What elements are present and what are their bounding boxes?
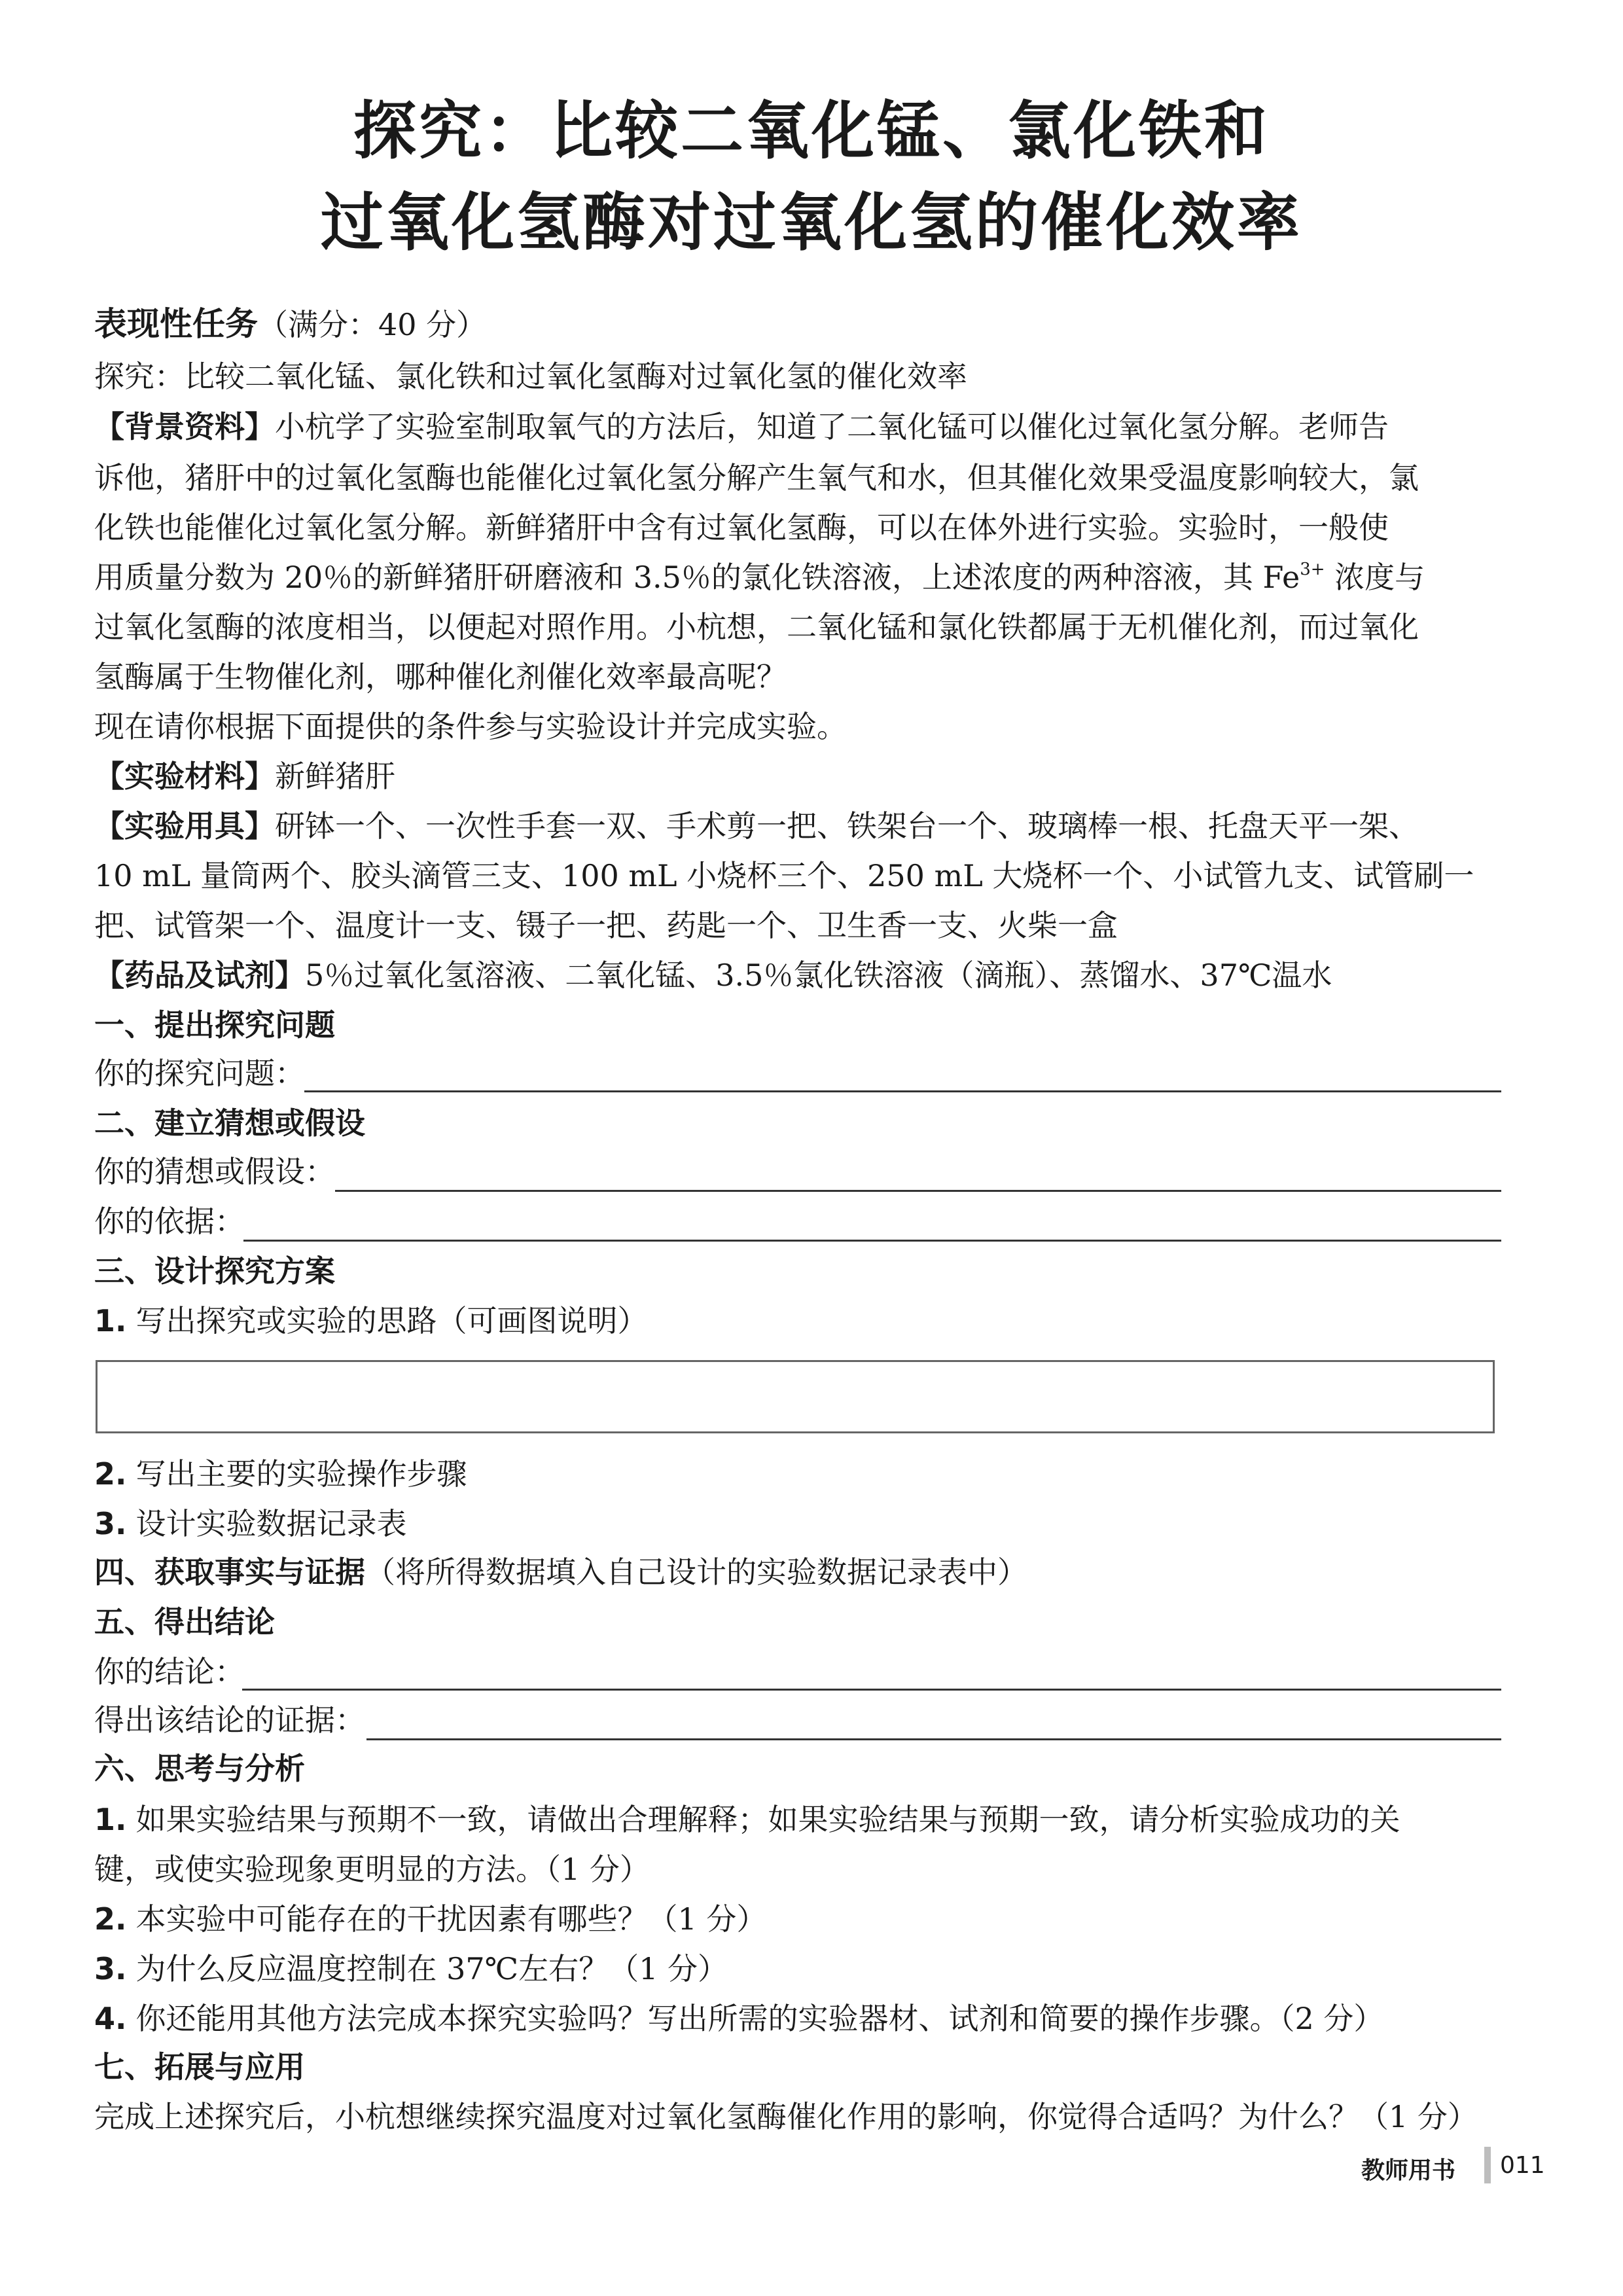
materials-label: 【实验材料】 — [94, 759, 275, 794]
design-item-1: 1. 写出探究或实验的思路（可画图说明） — [94, 1303, 648, 1338]
extension-question: 完成上述探究后，小杭想继续探究温度对过氧化氢酶催化作用的影响，你觉得合适吗？为什么？（1 分） — [94, 2099, 1478, 2134]
section-3-heading: 三、设计探究方案 — [94, 1253, 335, 1289]
conclusion-answer-line[interactable] — [242, 1689, 1501, 1691]
background-paragraph-line-2: 诉他，猪肝中的过氧化氢酶也能催化过氧化氢分解产生氧气和水，但其催化效果受温度影响较大，氯 — [94, 460, 1419, 495]
analysis-question-1-line-2: 键，或使实验现象更明显的方法。（1 分） — [94, 1852, 650, 1887]
evidence-prompt: 得出该结论的证据： — [94, 1702, 365, 1738]
analysis-question-1-line-1: 1. 如果实验结果与预期不一致，请做出合理解释；如果实验结果与预期一致，请分析实验成功的关 — [94, 1802, 1400, 1837]
task-heading — [94, 304, 1501, 344]
background-paragraph-line-3: 化铁也能催化过氧化氢分解。新鲜猪肝中含有过氧化氢酶，可以在体外进行实验。实验时，一般使 — [94, 510, 1389, 545]
analysis-question-3: 3. 为什么反应温度控制在 37℃左右？（1 分） — [94, 1951, 728, 1986]
task-score: （满分：40 分） — [258, 307, 487, 342]
task-topic: 探究：比较二氧化锰、氯化铁和过氧化氢酶对过氧化氢的催化效率 — [94, 359, 967, 394]
basis-prompt: 你的依据： — [94, 1204, 245, 1239]
background-paragraph-line-7: 现在请你根据下面提供的条件参与实验设计并完成实验。 — [94, 709, 847, 744]
section-5-heading: 五、得出结论 — [94, 1604, 275, 1640]
tools-label: 【实验用具】 — [94, 808, 275, 844]
page-footer — [1309, 2147, 1571, 2186]
analysis-question-4: 4. 你还能用其他方法完成本探究实验吗？写出所需的实验器材、试剂和简要的操作步骤。（2 分） — [94, 2001, 1384, 2036]
footer-divider — [1484, 2147, 1491, 2183]
design-answer-box[interactable] — [96, 1360, 1495, 1433]
section-7-heading: 七、拓展与应用 — [94, 2049, 305, 2085]
question-prompt: 你的探究问题： — [94, 1056, 305, 1091]
background-paragraph-line-4: 用质量分数为 20％的新鲜猪肝研磨液和 3.5％的氯化铁溶液，上述浓度的两种溶液，其 $Fe^{3+}$ 浓度与 — [94, 559, 1425, 595]
question-answer-line[interactable] — [304, 1090, 1501, 1092]
hypothesis-answer-line[interactable] — [335, 1190, 1501, 1192]
tools-line-2: 10 mL 量筒两个、胶头滴管三支、100 mL 小烧杯三个、250 mL 大烧杯一个、小试管九支、试管刷一 — [94, 858, 1474, 893]
footer-label: 教师用书 — [1361, 2157, 1456, 2184]
page-title-line-1: 探究：比较二氧化锰、氯化铁和 — [353, 94, 1270, 168]
hypothesis-prompt: 你的猜想或假设： — [94, 1154, 335, 1189]
section-2-heading: 二、建立猜想或假设 — [94, 1105, 365, 1141]
reagents-label: 【药品及试剂】 — [94, 958, 305, 993]
section-4-note: （将所得数据填入自己设计的实验数据记录表中） — [365, 1554, 1027, 1590]
reagents-line: 【药品及试剂】5％过氧化氢溶液、二氧化锰、3.5％氯化铁溶液（滴瓶）、蒸馏水、37℃温水 — [94, 958, 1332, 993]
task-label: 表现性任务 — [94, 305, 258, 343]
basis-answer-line[interactable] — [243, 1240, 1501, 1242]
section-4-heading: 四、获取事实与证据（将所得数据填入自己设计的实验数据记录表中） — [94, 1554, 1027, 1590]
background-paragraph-line-6: 氢酶属于生物催化剂，哪种催化剂催化效率最高呢？ — [94, 659, 787, 694]
page-title-line-2: 过氧化氢酶对过氧化氢的催化效率 — [321, 186, 1302, 259]
tools-line-1: 【实验用具】研钵一个、一次性手套一双、手术剪一把、铁架台一个、玻璃棒一根、托盘天平一架、 — [94, 808, 1419, 844]
conclusion-prompt: 你的结论： — [94, 1654, 245, 1689]
design-item-3: 3. 设计实验数据记录表 — [94, 1506, 407, 1541]
background-paragraph-line-1: 【背景资料】小杭学了实验室制取氧气的方法后，知道了二氧化锰可以催化过氧化氢分解。老师告 — [94, 409, 1389, 444]
page-number: 011 — [1500, 2152, 1545, 2179]
tools-line-3: 把、试管架一个、温度计一支、镊子一把、药匙一个、卫生香一支、火柴一盒 — [94, 908, 1118, 943]
analysis-question-2: 2. 本实验中可能存在的干扰因素有哪些？（1 分） — [94, 1901, 767, 1937]
background-label: 【背景资料】 — [94, 409, 275, 444]
section-1-heading: 一、提出探究问题 — [94, 1007, 335, 1043]
design-item-2: 2. 写出主要的实验操作步骤 — [94, 1456, 467, 1492]
evidence-answer-line[interactable] — [366, 1738, 1501, 1740]
section-6-heading: 六、思考与分析 — [94, 1751, 305, 1786]
materials-line: 【实验材料】新鲜猪肝 — [94, 759, 395, 794]
background-paragraph-line-5: 过氧化氢酶的浓度相当，以便起对照作用。小杭想，二氧化锰和氯化铁都属于无机催化剂，而过氧化 — [94, 609, 1419, 645]
